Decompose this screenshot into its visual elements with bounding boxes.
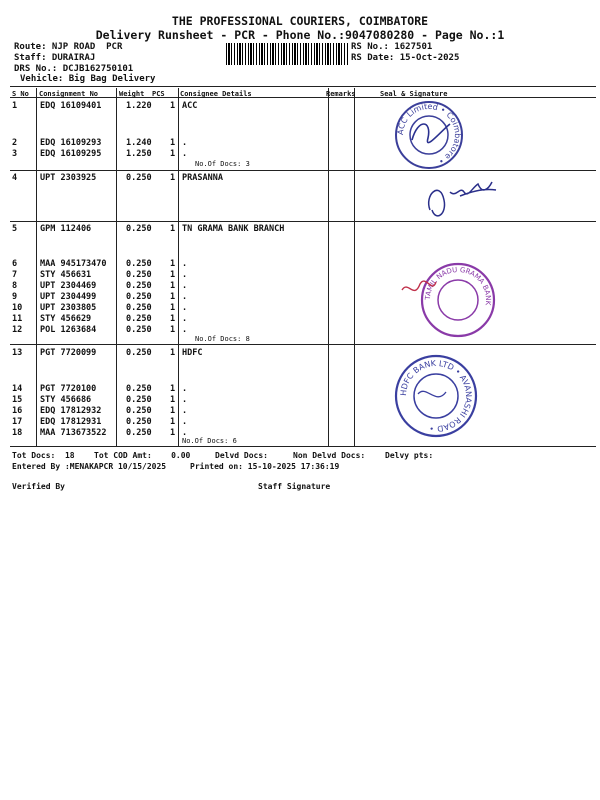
- staff-signature: Staff Signature: [258, 482, 331, 491]
- column-divider: [178, 88, 179, 446]
- row-serial-number: 8: [12, 281, 18, 291]
- row-serial-number: 10: [12, 303, 23, 313]
- column-divider: [354, 88, 355, 446]
- row-serial-number: 3: [12, 149, 18, 159]
- row-serial-number: 17: [12, 417, 23, 427]
- row-consignment-number: UPT 2303805: [40, 303, 97, 313]
- row-weight: 0.250: [126, 303, 152, 313]
- barcode: [226, 43, 348, 65]
- row-weight: 0.250: [126, 406, 152, 416]
- row-pieces: 1: [170, 224, 176, 234]
- row-weight: 0.250: [126, 417, 152, 427]
- row-weight: 0.250: [126, 384, 152, 394]
- row-pieces: 1: [170, 395, 176, 405]
- row-pieces: 1: [170, 138, 176, 148]
- entered-by: Entered By :MENAKAPCR 10/15/2025: [12, 462, 167, 471]
- row-consignment-number: EDQ 16109295: [40, 149, 102, 159]
- table-bottom-rule: [10, 446, 596, 447]
- row-consignee: PRASANNA: [182, 173, 223, 183]
- group-doc-count: No.Of Docs: 8: [195, 335, 250, 343]
- hdfc-seal-stamp: [390, 352, 486, 442]
- row-pieces: 1: [170, 173, 176, 183]
- svg-text:HDFC BANK LTD • AVANASHI ROAD: HDFC BANK LTD • AVANASHI ROAD •: [398, 358, 474, 434]
- row-consignment-number: EDQ 16109293: [40, 138, 102, 148]
- col-consignment: Consignment No: [39, 90, 99, 98]
- verified-by: Verified By: [12, 482, 65, 491]
- total-cod-amount: Tot COD Amt: 0.00: [94, 451, 191, 460]
- row-consignee: .: [182, 259, 188, 269]
- row-serial-number: 6: [12, 259, 18, 269]
- row-consignee: .: [182, 303, 188, 313]
- row-weight: 1.250: [126, 149, 152, 159]
- row-consignment-number: UPT 2303925: [40, 173, 97, 183]
- col-pcs: PCS: [152, 90, 165, 98]
- row-serial-number: 15: [12, 395, 23, 405]
- row-pieces: 1: [170, 384, 176, 394]
- row-consignee: .: [182, 428, 188, 438]
- row-serial-number: 13: [12, 348, 23, 358]
- total-docs: Tot Docs: 18: [12, 451, 75, 460]
- row-weight: 0.250: [126, 395, 152, 405]
- row-serial-number: 1: [12, 101, 18, 111]
- staff-label: Staff: DURAIRAJ: [14, 53, 96, 63]
- row-weight: 0.250: [126, 348, 152, 358]
- row-consignee: .: [182, 384, 188, 394]
- row-pieces: 1: [170, 259, 176, 269]
- col-seal-signature: Seal & Signature: [380, 90, 448, 98]
- row-serial-number: 4: [12, 173, 18, 183]
- row-pieces: 1: [170, 417, 176, 427]
- row-pieces: 1: [170, 101, 176, 111]
- delivery-points: Delvy pts:: [385, 451, 434, 460]
- acc-seal-stamp: [384, 100, 474, 170]
- row-pieces: 1: [170, 428, 176, 438]
- row-weight: 0.250: [126, 292, 152, 302]
- row-weight: 0.250: [126, 259, 152, 269]
- row-consignment-number: MAA 713673522: [40, 428, 107, 438]
- row-serial-number: 5: [12, 224, 18, 234]
- row-pieces: 1: [170, 303, 176, 313]
- row-pieces: 1: [170, 348, 176, 358]
- row-consignment-number: PGT 7720099: [40, 348, 97, 358]
- row-weight: 0.250: [126, 224, 152, 234]
- row-serial-number: 18: [12, 428, 23, 438]
- vehicle-label: Vehicle: Big Bag Delivery: [20, 74, 156, 84]
- col-sno: S No: [12, 90, 29, 98]
- row-consignee: .: [182, 395, 188, 405]
- row-weight: 1.220: [126, 101, 152, 111]
- row-serial-number: 11: [12, 314, 23, 324]
- group-doc-count: No.Of Docs: 3: [195, 160, 250, 168]
- row-consignee: .: [182, 138, 188, 148]
- row-consignee: .: [182, 149, 188, 159]
- printed-on: Printed on: 15-10-2025 17:36:19: [190, 462, 340, 471]
- column-divider: [116, 88, 117, 446]
- tngb-seal-stamp: [396, 260, 506, 342]
- row-consignment-number: GPM 112406: [40, 224, 92, 234]
- rs-date: RS Date: 15-Oct-2025: [351, 53, 460, 63]
- row-serial-number: 14: [12, 384, 23, 394]
- row-consignee: .: [182, 417, 188, 427]
- row-consignee: ACC: [182, 101, 198, 111]
- row-weight: 0.250: [126, 173, 152, 183]
- row-pieces: 1: [170, 281, 176, 291]
- row-consignment-number: PGT 7720100: [40, 384, 97, 394]
- row-serial-number: 9: [12, 292, 18, 302]
- row-pieces: 1: [170, 149, 176, 159]
- row-consignment-number: STY 456629: [40, 314, 92, 324]
- row-consignee: .: [182, 314, 188, 324]
- row-consignment-number: EDQ 17812932: [40, 406, 102, 416]
- row-consignee: .: [182, 406, 188, 416]
- row-serial-number: 7: [12, 270, 18, 280]
- svg-text:ACC Limited • Coimbatore •: ACC Limited • Coimbatore •: [395, 101, 463, 166]
- group-doc-count: No.Of Docs: 6: [182, 437, 237, 445]
- row-weight: 0.250: [126, 314, 152, 324]
- row-consignment-number: MAA 945173470: [40, 259, 107, 269]
- row-pieces: 1: [170, 325, 176, 335]
- row-consignment-number: STY 456631: [40, 270, 92, 280]
- row-consignee: HDFC: [182, 348, 203, 358]
- row-weight: 0.250: [126, 281, 152, 291]
- col-consignee: Consignee Details: [180, 90, 252, 98]
- group-divider: [10, 344, 596, 345]
- row-consignee: .: [182, 325, 188, 335]
- row-serial-number: 16: [12, 406, 23, 416]
- row-pieces: 1: [170, 270, 176, 280]
- row-consignment-number: UPT 2304469: [40, 281, 97, 291]
- row-consignee: .: [182, 281, 188, 291]
- row-weight: 0.250: [126, 270, 152, 280]
- row-pieces: 1: [170, 314, 176, 324]
- column-divider: [36, 88, 37, 446]
- row-consignment-number: EDQ 16109401: [40, 101, 102, 111]
- delivered-docs: Delvd Docs:: [215, 451, 268, 460]
- row-consignment-number: POL 1263684: [40, 325, 97, 335]
- row-consignment-number: UPT 2304499: [40, 292, 97, 302]
- row-consignee: .: [182, 292, 188, 302]
- drs-number: DRS No.: DCJB162750101: [14, 64, 134, 74]
- runsheet-subtitle: Delivery Runsheet - PCR - Phone No.:9047080280 - Page No.:1: [95, 28, 505, 42]
- row-weight: 1.240: [126, 138, 152, 148]
- row-weight: 0.250: [126, 325, 152, 335]
- route-label: Route: NJP ROAD PCR: [14, 42, 123, 52]
- row-serial-number: 12: [12, 325, 23, 335]
- row-pieces: 1: [170, 406, 176, 416]
- col-remarks: Remarks: [326, 90, 356, 98]
- table-top-rule: [10, 86, 596, 87]
- prasanna-signature: [400, 170, 510, 225]
- row-consignee: TN GRAMA BANK BRANCH: [182, 224, 285, 234]
- non-delivered-docs: Non Delvd Docs:: [293, 451, 366, 460]
- row-consignee: .: [182, 270, 188, 280]
- column-divider: [328, 88, 329, 446]
- row-pieces: 1: [170, 292, 176, 302]
- svg-text:TAMIL NADU GRAMA BANK: TAMIL NADU GRAMA BANK: [423, 265, 493, 306]
- rs-number: RS No.: 1627501: [351, 42, 433, 52]
- col-weight: Weight: [119, 90, 145, 98]
- company-title: THE PROFESSIONAL COURIERS, COIMBATORE: [171, 14, 429, 28]
- row-consignment-number: EDQ 17812931: [40, 417, 102, 427]
- row-consignment-number: STY 456686: [40, 395, 92, 405]
- row-serial-number: 2: [12, 138, 18, 148]
- row-weight: 0.250: [126, 428, 152, 438]
